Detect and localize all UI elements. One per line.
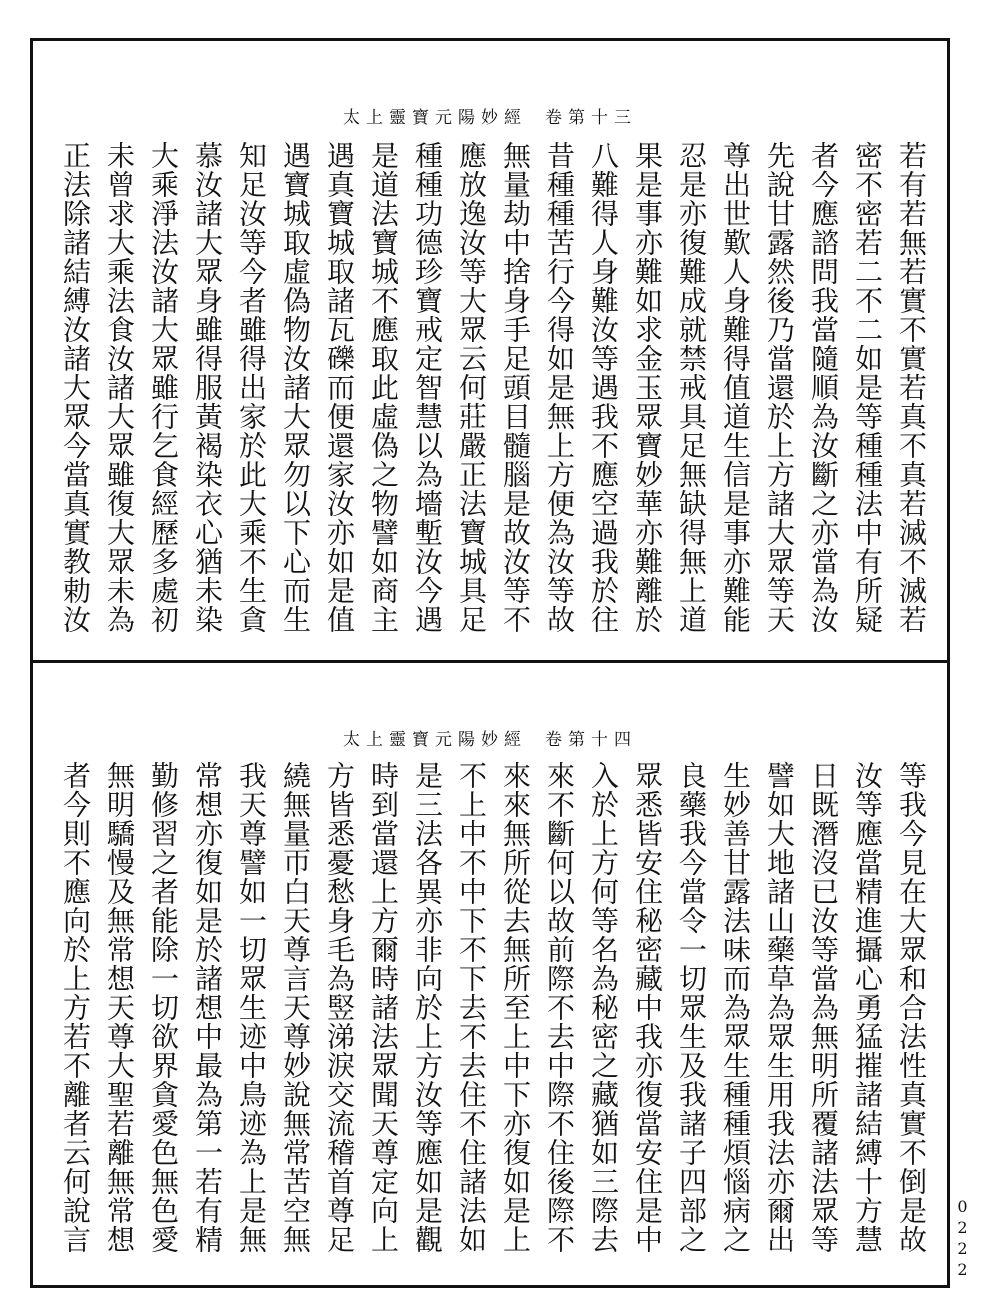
text-column: 等我今見在大眾和合法性真實不倒是故 <box>895 761 928 1254</box>
text-column: 應放逸汝等大眾云何莊嚴正法寶城具足 <box>455 141 488 634</box>
text-column: 無明驕慢及無常想天尊大聖若離無常想 <box>103 761 136 1254</box>
text-column: 昔種種苦行今得如是無上方便為汝等故 <box>543 141 576 634</box>
text-column: 遇寶城取虛偽物汝諸大眾勿以下心而生 <box>279 141 312 634</box>
text-column: 遇真寶城取諸瓦礫而便還家汝亦如是值 <box>323 141 356 634</box>
text-column: 未曾求大乘法食汝諸大眾雖復大眾未為 <box>103 141 136 634</box>
bottom-text-columns <box>55 761 931 1261</box>
text-column: 知足汝等今者雖得出家於此大乘不生貪 <box>235 141 268 634</box>
text-column: 種種功德珍寶戒定智慧以為墻塹汝今遇 <box>411 141 444 634</box>
text-column: 眾悉皆安住秘密藏中我亦復當安住是中 <box>631 761 664 1254</box>
text-column: 忍是亦復難成就禁戒具足無缺得無上道 <box>675 141 708 634</box>
text-column: 來不斷何以故前際不去中際不住後際不 <box>543 761 576 1254</box>
text-column: 無量劫中捨身手足頭目髓腦是故汝等不 <box>499 141 532 634</box>
top-panel <box>33 41 947 660</box>
text-column: 慕汝諸大眾身雖得服黃褐染衣心猶未染 <box>191 141 224 634</box>
bottom-header-title: 太上靈寶元陽妙經 <box>343 730 527 750</box>
bottom-running-header <box>33 725 947 750</box>
text-column: 生妙善甘露法味而為眾生種種煩惱病之 <box>719 761 752 1254</box>
top-running-header <box>33 103 947 128</box>
text-column: 密不密若二不二如是等種種法中有所疑 <box>851 141 884 634</box>
bottom-panel <box>33 663 947 1285</box>
text-column: 日既潛沒已汝等當為無明所覆諸法眾等 <box>807 761 840 1254</box>
text-column: 常想亦復如是於諸想中最為第一若有精 <box>191 761 224 1254</box>
text-column: 先說甘露然後乃當還於上方諸大眾等天 <box>763 141 796 634</box>
text-column: 者今應諮問我當隨順為汝斷之亦當為汝 <box>807 141 840 634</box>
top-text-columns <box>55 141 931 646</box>
text-column: 我天尊譬如一切眾生迹中鳥迹為上是無 <box>235 761 268 1254</box>
text-column: 八難得人身難汝等遇我不應空過我於往 <box>587 141 620 634</box>
top-header-volume: 卷第十三 <box>545 108 637 128</box>
top-header-title: 太上靈寶元陽妙經 <box>343 108 527 128</box>
text-column: 果是事亦難如求金玉眾寶妙華亦難離於 <box>631 141 664 634</box>
text-column: 者今則不應向於上方若不離者云何說言 <box>59 761 92 1254</box>
text-column: 大乘淨法汝諸大眾雖行乞食經歷多處初 <box>147 141 180 634</box>
text-column: 譬如大地諸山藥草為眾生用我法亦爾出 <box>763 761 796 1254</box>
text-column: 是道法寶城不應取此虛偽之物譬如商主 <box>367 141 400 634</box>
text-column: 方皆悉憂愁身毛為竪涕淚交流稽首尊足 <box>323 761 356 1254</box>
text-column: 良藥我今當令一切眾生及我諸子四部之 <box>675 761 708 1254</box>
text-column: 時到當還上方爾時諸法眾聞天尊定向上 <box>367 761 400 1254</box>
bottom-header-volume: 卷第十四 <box>545 730 637 750</box>
text-column: 尊出世歎人身難得值道生信是事亦難能 <box>719 141 752 634</box>
text-column: 勤修習之者能除一切欲界貪愛色無色愛 <box>147 761 180 1254</box>
text-column: 入於上方何等名為秘密之藏猶如三際去 <box>587 761 620 1254</box>
text-column: 繞無量帀白天尊言天尊妙說無常苦空無 <box>279 761 312 1254</box>
text-column: 若有若無若實不實若真不真若滅不滅若 <box>895 141 928 634</box>
page-number: 0222 <box>953 1197 972 1281</box>
text-column: 正法除諸結縛汝諸大眾今當真實教勅汝 <box>59 141 92 634</box>
text-column: 不上中不中下不下去不去住不住諸法如 <box>455 761 488 1254</box>
text-column: 是三法各異亦非向於上方汝等應如是觀 <box>411 761 444 1254</box>
text-column: 汝等應當精進攝心勇猛摧諸結縛十方慧 <box>851 761 884 1254</box>
text-column: 來來無所從去無所至上中下亦復如是上 <box>499 761 532 1254</box>
